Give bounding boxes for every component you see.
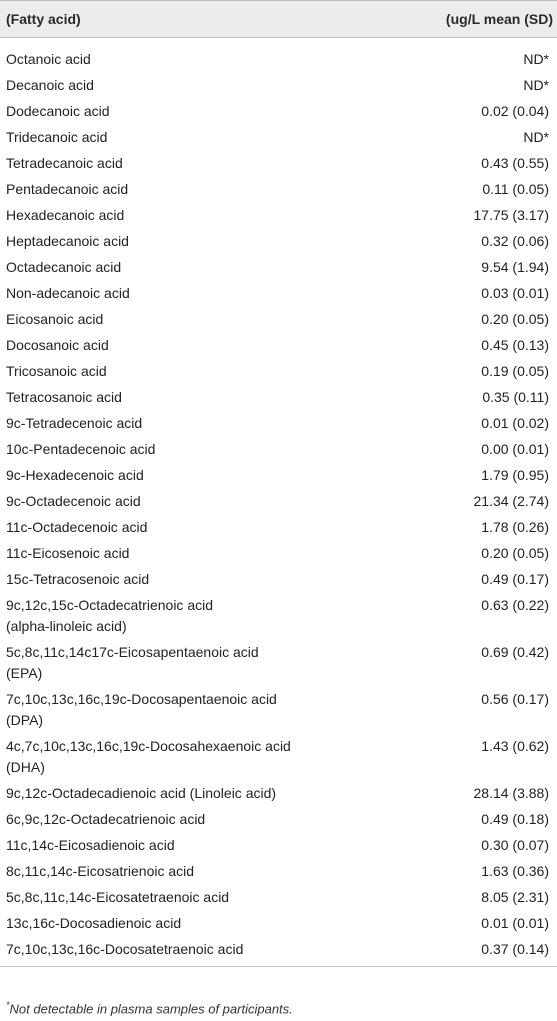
mean-sd-value: 0.01 (0.02) — [481, 415, 549, 431]
table-row — [0, 686, 557, 733]
mean-sd-value: 1.78 (0.26) — [481, 519, 549, 535]
fatty-acid-name-cell — [0, 358, 399, 384]
mean-sd-value: 1.43 (0.62) — [481, 738, 549, 754]
fatty-acid-alias: (DPA) — [6, 712, 44, 728]
fatty-acid-name: 5c,8c,11c,14c17c-Eicosapentaenoic acid — [6, 644, 259, 660]
mean-sd-value: 0.20 (0.05) — [481, 545, 549, 561]
fatty-acid-name-cell — [0, 228, 399, 254]
mean-sd-value: 0.19 (0.05) — [481, 363, 549, 379]
table-row — [0, 639, 557, 686]
table-row — [0, 38, 557, 73]
fatty-acid-name-cell — [0, 38, 399, 73]
table-header — [0, 1, 557, 38]
fatty-acid-name-cell — [0, 176, 399, 202]
mean-sd-value: 0.45 (0.13) — [481, 337, 549, 353]
mean-sd-value: 0.35 (0.11) — [482, 389, 549, 405]
mean-sd-value: 0.00 (0.01) — [481, 441, 549, 457]
fatty-acid-name: 7c,10c,13c,16c,19c-Docosapentaenoic acid — [6, 691, 277, 707]
mean-sd-value: 0.49 (0.18) — [481, 811, 549, 827]
fatty-acid-name: 9c-Tetradecenoic acid — [6, 415, 143, 431]
fatty-acid-name: 10c-Pentadecenoic acid — [6, 441, 156, 457]
table-row — [0, 566, 557, 592]
fatty-acid-name: Dodecanoic acid — [6, 103, 110, 119]
header-mean-sd: (ug/L mean (SD) — [399, 1, 557, 38]
fatty-acid-alias: (DHA) — [6, 759, 45, 775]
fatty-acid-name: 8c,11c,14c-Eicosatrienoic acid — [6, 863, 195, 879]
fatty-acid-name-cell — [0, 150, 399, 176]
fatty-acid-name-cell — [0, 884, 399, 910]
fatty-acid-name-cell — [0, 592, 399, 639]
fatty-acid-name: 6c,9c,12c-Octadecatrienoic acid — [6, 811, 206, 827]
fatty-acid-name: 5c,8c,11c,14c-Eicosatetraenoic acid — [6, 889, 230, 905]
mean-sd-value: 0.63 (0.22) — [481, 597, 549, 613]
table-row — [0, 436, 557, 462]
fatty-acid-name: 4c,7c,10c,13c,16c,19c-Docosahexaenoic acid — [6, 738, 291, 754]
fatty-acid-name: Tetracosanoic acid — [6, 389, 122, 405]
footnote-marker: * — [6, 1000, 10, 1010]
table-row — [0, 884, 557, 910]
table-row — [0, 733, 557, 780]
table-row — [0, 124, 557, 150]
fatty-acid-name: 7c,10c,13c,16c-Docosatetraenoic acid — [6, 941, 244, 957]
table-row — [0, 254, 557, 280]
mean-sd-value: 21.34 (2.74) — [473, 493, 549, 509]
mean-sd-value: 1.63 (0.36) — [481, 863, 549, 879]
mean-sd-value: 0.43 (0.55) — [481, 155, 549, 171]
fatty-acid-name-cell — [0, 639, 399, 686]
fatty-acid-name: 11c-Eicosenoic acid — [6, 545, 130, 561]
table-body — [0, 38, 557, 967]
fatty-acid-name-cell — [0, 488, 399, 514]
fatty-acid-name-cell — [0, 780, 399, 806]
fatty-acid-name: 9c-Octadecenoic acid — [6, 493, 141, 509]
fatty-acid-name: Octanoic acid — [6, 51, 91, 67]
table-row — [0, 410, 557, 436]
mean-sd-value: 0.30 (0.07) — [481, 837, 549, 853]
table-row — [0, 306, 557, 332]
fatty-acid-name-cell — [0, 462, 399, 488]
fatty-acid-name-cell — [0, 686, 399, 733]
fatty-acid-name: Decanoic acid — [6, 77, 94, 93]
table-row — [0, 176, 557, 202]
fatty-acid-name: Docosanoic acid — [6, 337, 109, 353]
table-row — [0, 910, 557, 936]
fatty-acid-name-cell — [0, 858, 399, 884]
mean-sd-value: 0.20 (0.05) — [481, 311, 549, 327]
mean-sd-value: 1.79 (0.95) — [481, 467, 549, 483]
mean-sd-value: 0.69 (0.42) — [481, 644, 549, 660]
fatty-acid-name: Tricosanoic acid — [6, 363, 107, 379]
fatty-acid-name: Octadecanoic acid — [6, 259, 122, 275]
fatty-acid-name-cell — [0, 124, 399, 150]
table-row — [0, 358, 557, 384]
fatty-acid-name-cell — [0, 936, 399, 967]
fatty-acid-name-cell — [0, 436, 399, 462]
table-row — [0, 540, 557, 566]
mean-sd-value: 0.01 (0.01) — [481, 915, 549, 931]
table-row — [0, 98, 557, 124]
table-row — [0, 202, 557, 228]
table-row — [0, 806, 557, 832]
footnote-text: Not detectable in plasma samples of participants. — [9, 1001, 293, 1017]
fatty-acid-name-cell — [0, 280, 399, 306]
table-row — [0, 150, 557, 176]
fatty-acid-name-cell — [0, 540, 399, 566]
fatty-acid-alias: (alpha-linoleic acid) — [6, 618, 127, 634]
fatty-acid-name: 11c-Octadecenoic acid — [6, 519, 148, 535]
mean-sd-value: 0.11 (0.05) — [482, 181, 549, 197]
table-row — [0, 280, 557, 306]
table-row — [0, 332, 557, 358]
mean-sd-value: 9.54 (1.94) — [481, 259, 549, 275]
fatty-acid-name: 15c-Tetracosenoic acid — [6, 571, 150, 587]
fatty-acid-name-cell — [0, 254, 399, 280]
fatty-acid-name-cell — [0, 72, 399, 98]
table-row — [0, 488, 557, 514]
header-row — [0, 1, 557, 38]
fatty-acid-name-cell — [0, 733, 399, 780]
fatty-acid-name-cell — [0, 332, 399, 358]
fatty-acid-name: Tetradecanoic acid — [6, 155, 123, 171]
fatty-acid-name: 9c,12c-Octadecadienoic acid (Linoleic acid) — [6, 785, 277, 801]
fatty-acid-name: 9c-Hexadecenoic acid — [6, 467, 144, 483]
header-fatty-acid: (Fatty acid) — [0, 1, 399, 38]
fatty-acid-name: Heptadecanoic acid — [6, 233, 129, 249]
table-row — [0, 936, 557, 967]
fatty-acid-name-cell — [0, 832, 399, 858]
fatty-acid-name-cell — [0, 566, 399, 592]
mean-sd-value: 17.75 (3.17) — [473, 207, 549, 223]
fatty-acid-name: Eicosanoic acid — [6, 311, 104, 327]
fatty-acid-name: Tridecanoic acid — [6, 129, 108, 145]
mean-sd-value: ND* — [523, 51, 549, 67]
fatty-acid-alias: (EPA) — [6, 665, 43, 681]
mean-sd-value: 0.56 (0.17) — [481, 691, 549, 707]
table-row — [0, 72, 557, 98]
fatty-acid-name: Non-adecanoic acid — [6, 285, 130, 301]
mean-sd-value: 8.05 (2.31) — [481, 889, 549, 905]
table-row — [0, 832, 557, 858]
mean-sd-value: ND* — [523, 129, 549, 145]
fatty-acid-name: 11c,14c-Eicosadienoic acid — [6, 837, 175, 853]
fatty-acid-name-cell — [0, 98, 399, 124]
fatty-acid-name-cell — [0, 514, 399, 540]
table-row — [0, 514, 557, 540]
table-row — [0, 228, 557, 254]
mean-sd-value: 0.49 (0.17) — [481, 571, 549, 587]
table-row — [0, 462, 557, 488]
fatty-acid-name: 13c,16c-Docosadienoic acid — [6, 915, 182, 931]
fatty-acid-name: Pentadecanoic acid — [6, 181, 129, 197]
fatty-acid-name-cell — [0, 806, 399, 832]
fatty-acid-name-cell — [0, 910, 399, 936]
fatty-acid-name-cell — [0, 384, 399, 410]
fatty-acid-name-cell — [0, 410, 399, 436]
table-row — [0, 858, 557, 884]
fatty-acid-name-cell — [0, 202, 399, 228]
footnote — [6, 1000, 293, 1016]
mean-sd-value: 0.37 (0.14) — [399, 936, 557, 967]
mean-sd-value: ND* — [523, 77, 549, 93]
mean-sd-value: 28.14 (3.88) — [473, 785, 549, 801]
fatty-acid-name: 9c,12c,15c-Octadecatrienoic acid — [6, 597, 213, 613]
table-row — [0, 780, 557, 806]
mean-sd-value: 0.02 (0.04) — [481, 103, 549, 119]
table-row — [0, 592, 557, 639]
fatty-acid-name: Hexadecanoic acid — [6, 207, 125, 223]
fatty-acid-name-cell — [0, 306, 399, 332]
mean-sd-value: 0.03 (0.01) — [481, 285, 549, 301]
mean-sd-value: 0.32 (0.06) — [481, 233, 549, 249]
table-row — [0, 384, 557, 410]
